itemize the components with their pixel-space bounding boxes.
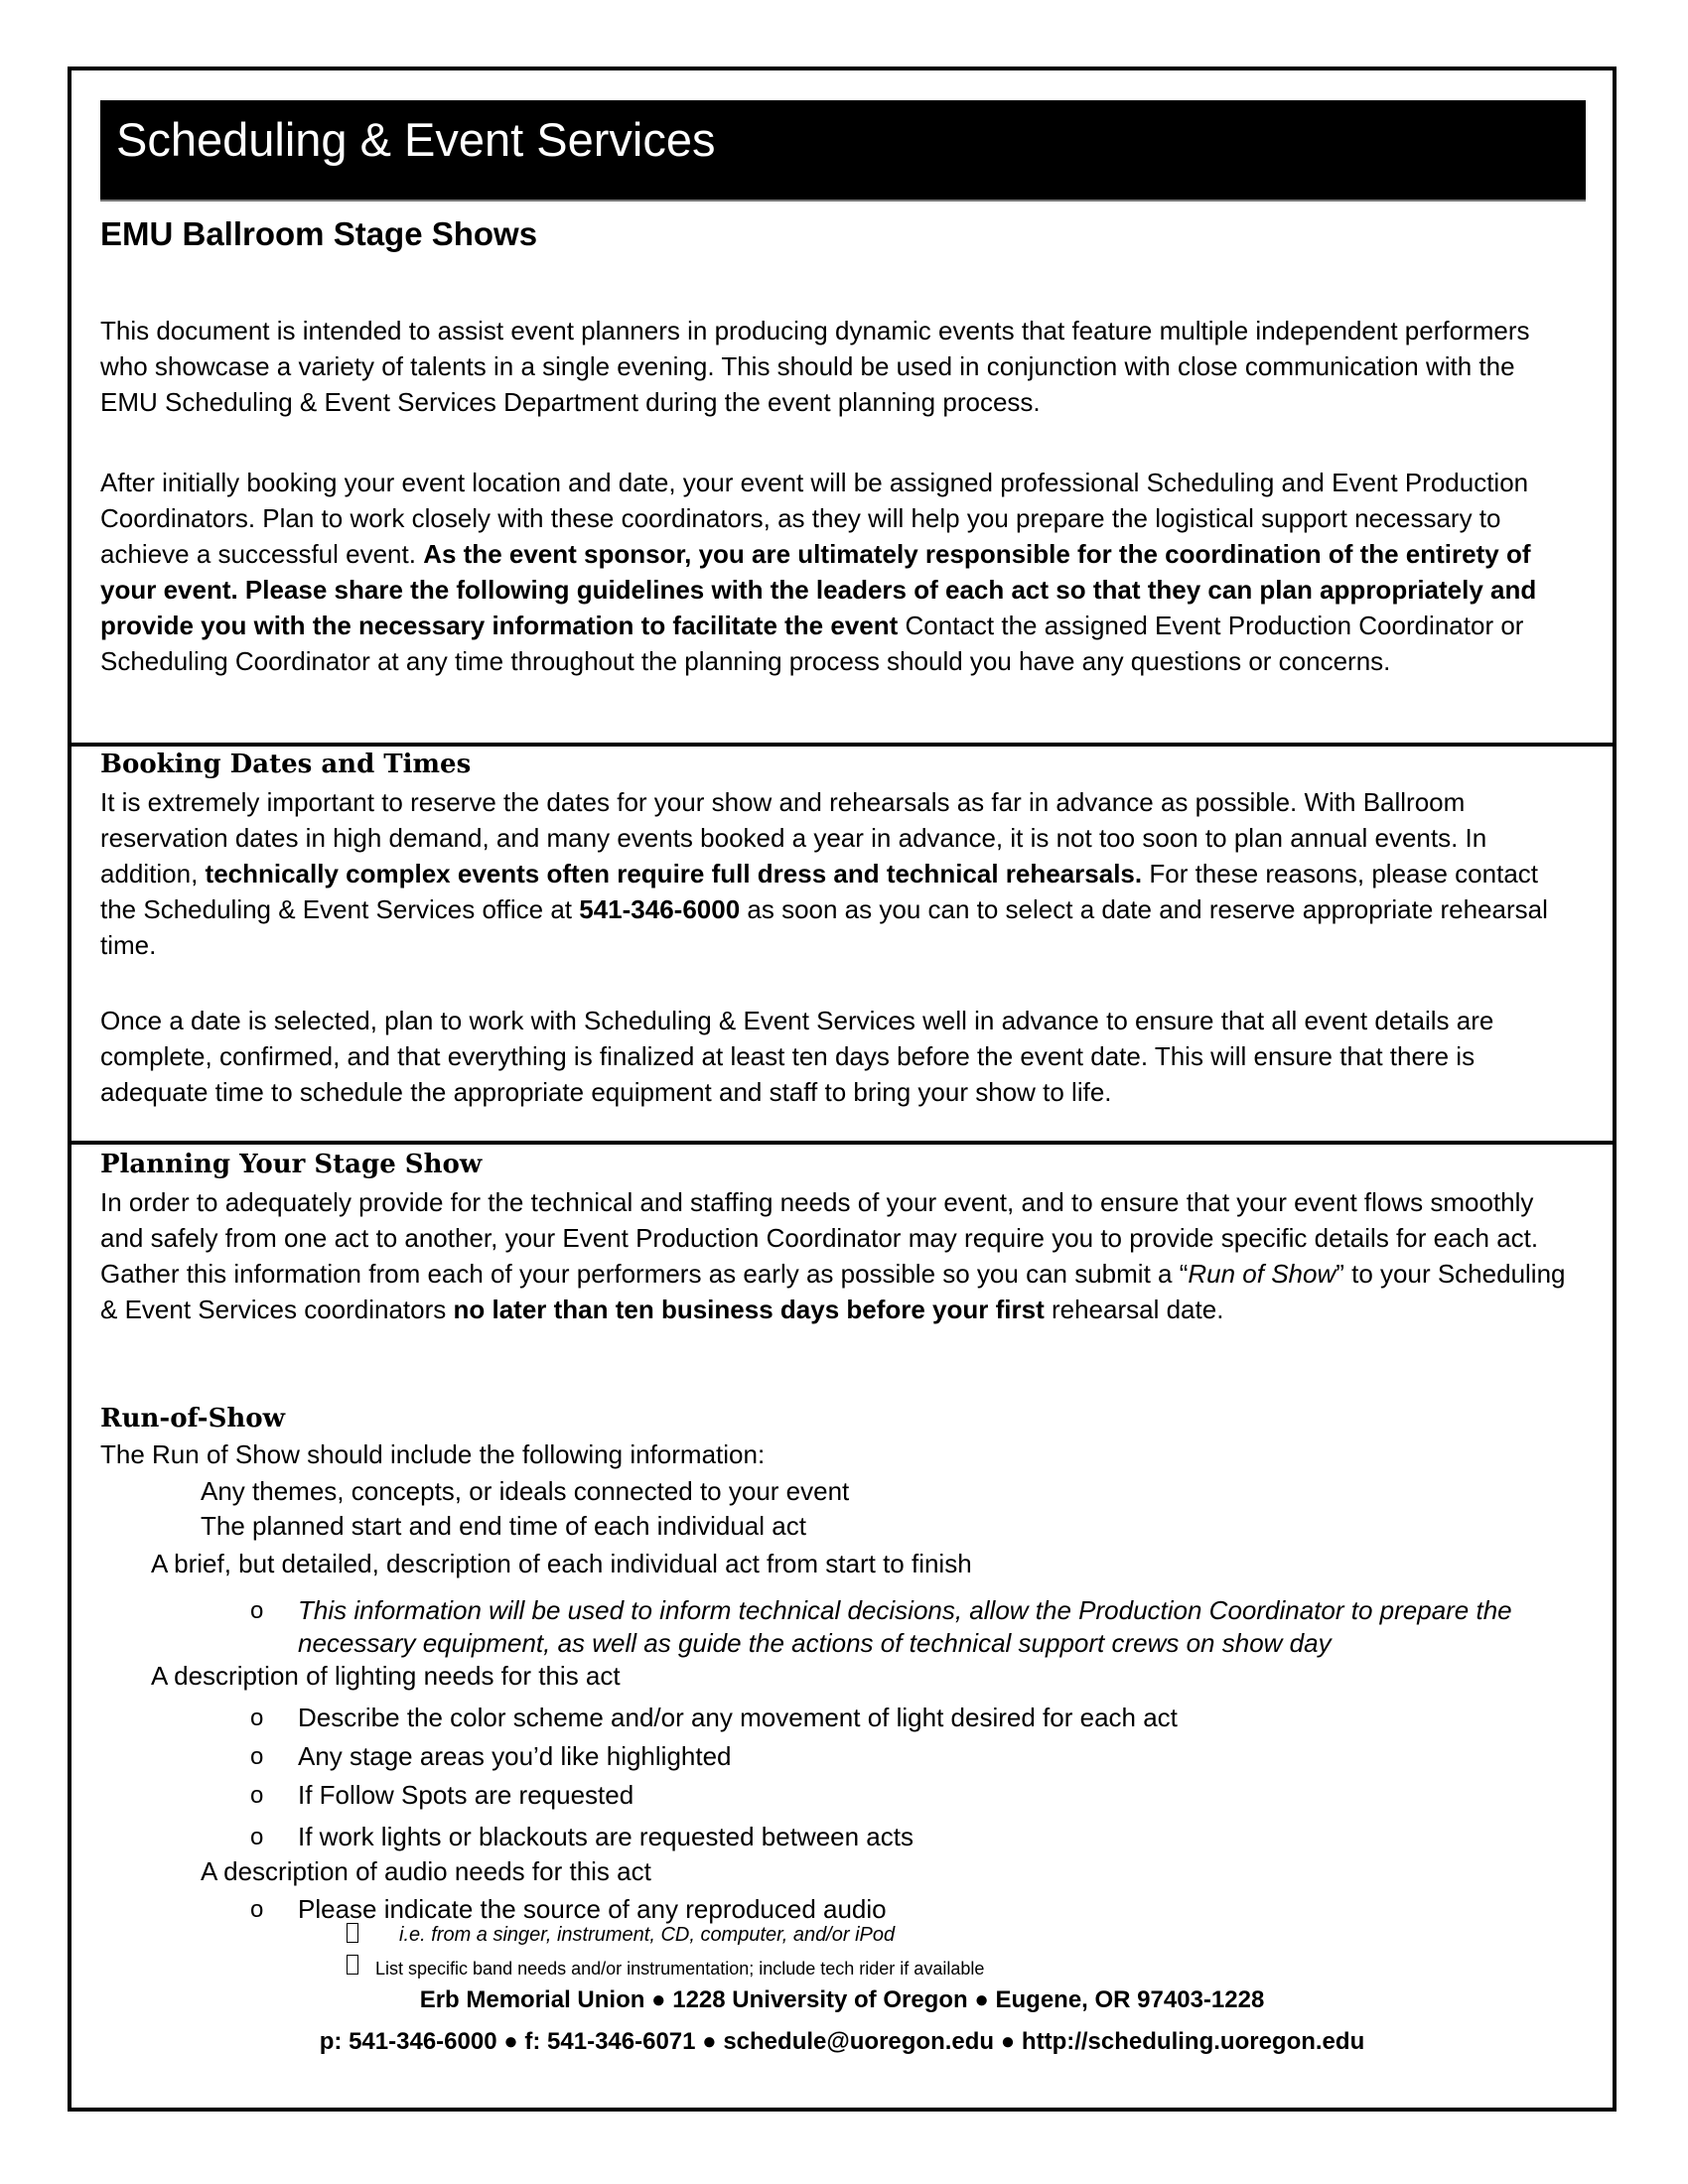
header-banner <box>100 100 1586 202</box>
intro-text: Contact the assigned Event Production Coordinator or Scheduling Coordinator at any time throughout the planning process should you have any questions or concerns. <box>100 611 1524 676</box>
sub-sub-list-item: List specific band needs and/or instrumentation; include tech rider if available <box>375 1959 985 1979</box>
bullet-icon: o <box>250 1782 264 1809</box>
sub-list-item: Describe the color scheme and/or any movement of light desired for each act <box>298 1703 1178 1732</box>
run-of-show-intro: The Run of Show should include the following information: <box>100 1439 766 1469</box>
intro-paragraph-2 <box>100 465 1579 679</box>
page-frame <box>68 67 1617 2112</box>
booking-text: For these reasons, please contact the Scheduling & Event Services office at <box>100 859 1539 924</box>
booking-text: as soon as you can to select a date and reserve appropriate rehearsal time. <box>100 894 1548 960</box>
list-item: Any themes, concepts, or ideals connected to your event <box>201 1476 850 1506</box>
run-of-show-heading: Run-of-Show <box>100 1404 285 1433</box>
planning-section <box>71 1145 1613 2108</box>
planning-heading: Planning Your Stage Show <box>100 1150 483 1179</box>
planning-text: In order to adequately provide for the technical and staffing needs of your event, and to ensure that your event flows smoothly and safely from one act to another, your Event Production Coordinator may require you to provide specific details for each act. Gather this information from each of your performers as early as possible so you can submit a “ <box>100 1187 1539 1289</box>
list-item: The planned start and end time of each individual act <box>201 1511 806 1541</box>
sub-list-item: If work lights or blackouts are requested between acts <box>298 1822 914 1851</box>
booking-phone: 541-346-6000 <box>579 894 741 924</box>
square-bullet-icon <box>347 1955 358 1975</box>
sub-sub-italic-text: i.e. from a singer, instrument, CD, computer, and/or iPod <box>399 1924 896 1946</box>
header-title: Scheduling & Event Services <box>116 113 716 166</box>
planning-paragraph <box>100 1184 1579 1327</box>
list-item: A description of lighting needs for this act <box>151 1661 621 1691</box>
intro-text: After initially booking your event location and date, your event will be assigned professional Scheduling and Event Production Coordinators. Plan to work closely with these coordinators, as they will help you prepare the logistical support necessary to achieve a successful event. <box>100 468 1529 569</box>
booking-paragraph-1 <box>100 784 1579 963</box>
footer-address: Erb Memorial Union ● 1228 University of Oregon ● Eugene, OR 97403-1228 <box>419 1986 1265 2013</box>
booking-heading: Booking Dates and Times <box>100 750 472 779</box>
booking-paragraph-2: Once a date is selected, plan to work with Scheduling & Event Services well in advance to ensure that all event details are complete, confirmed, and that everything is finalized at least ten days before the event date. This will ensure that there is adequate time to schedule the appropriate equipment and staff to bring your show to life. <box>100 1006 1494 1107</box>
planning-italic-text: Run of Show <box>1188 1259 1336 1289</box>
sub-list-item: If Follow Spots are requested <box>298 1780 634 1810</box>
list-item: A description of audio needs for this act <box>201 1856 651 1886</box>
bullet-icon: o <box>250 1824 264 1850</box>
bullet-icon: o <box>250 1743 264 1770</box>
planning-text: ” to your Scheduling & Event Services coordinators <box>100 1259 1566 1324</box>
footer-contact: p: 541-346-6000 ● f: 541-346-6071 ● schedule@uoregon.edu ● http://scheduling.uoregon.edu <box>319 2028 1365 2055</box>
bullet-icon: o <box>250 1597 264 1624</box>
list-item-note <box>298 1594 1583 1660</box>
bullet-icon: o <box>250 1705 264 1731</box>
booking-text: It is extremely important to reserve the dates for your show and rehearsals as far in advance as possible. With Ballroom reservation dates in high demand, and many events booked a year in advance, it is not too soon to plan annual events. In addition, <box>100 787 1487 888</box>
bullet-icon: o <box>250 1896 264 1923</box>
sub-list-item: Please indicate the source of any reproduced audio <box>298 1894 887 1924</box>
planning-bold-text: no later than ten business days before your first <box>453 1295 1045 1324</box>
booking-section <box>71 747 1613 1145</box>
square-bullet-icon <box>347 1923 358 1943</box>
sub-list-item: Any stage areas you’d like highlighted <box>298 1741 732 1771</box>
booking-bold-text: technically complex events often require full dress and technical rehearsals. <box>205 859 1143 888</box>
document-title: EMU Ballroom Stage Shows <box>100 215 538 252</box>
list-item: A brief, but detailed, description of each individual act from start to finish <box>151 1549 972 1578</box>
intro-section <box>71 70 1613 747</box>
intro-paragraph-1: This document is intended to assist event planners in producing dynamic events that feature multiple independent performers who showcase a variety of talents in a single evening. This should be used in conjunction with close communication with the EMU Scheduling & Event Services Department during the event planning process. <box>100 316 1530 417</box>
intro-bold-text: As the event sponsor, you are ultimately responsible for the coordination of the entirety of your event. Please share the following guidelines with the leaders of each act so that they can plan appropriately and provide you with the necessary information to facilitate the event <box>100 539 1537 640</box>
sub-sub-list-item <box>399 1921 895 1949</box>
note-italic-text: This information will be used to inform technical decisions, allow the Production Coordinator to prepare the necessary equipment, as well as guide the actions of technical support crews on show day <box>298 1595 1512 1658</box>
planning-text: rehearsal date. <box>1044 1295 1224 1324</box>
